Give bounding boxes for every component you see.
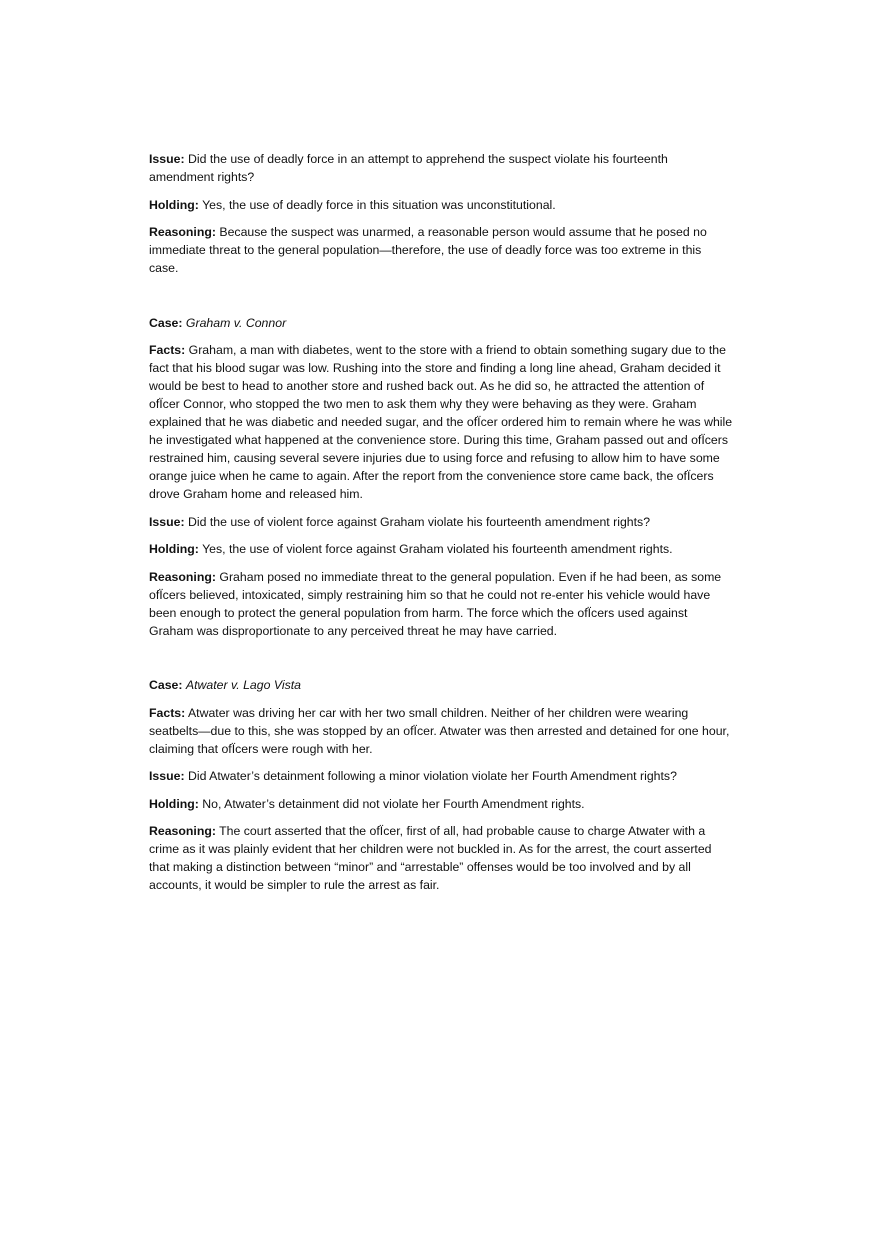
case-label: Case: xyxy=(149,678,183,692)
holding-paragraph xyxy=(149,540,734,558)
case-name: Graham v. Connor xyxy=(185,315,287,330)
issue-label: Issue: xyxy=(149,152,185,166)
reasoning-paragraph xyxy=(149,223,734,277)
issue-paragraph xyxy=(149,767,734,785)
facts-label: Facts: xyxy=(149,705,186,720)
holding-text: Yes, the use of deadly force in this situation was unconstitutional. xyxy=(202,197,556,212)
reasoning-paragraph xyxy=(149,822,734,894)
issue-text: Did the use of deadly force in an attempt to apprehend the suspect violate his fourteenth amendment rights? xyxy=(149,152,668,184)
case-heading xyxy=(149,676,734,694)
case-label: Case: xyxy=(149,315,183,330)
facts-paragraph xyxy=(149,704,734,758)
reasoning-label: Reasoning: xyxy=(149,225,216,239)
case-name: Atwater v. Lago Vista xyxy=(185,678,301,692)
issue-label: Issue: xyxy=(149,514,185,529)
reasoning-text: Because the suspect was unarmed, a reasonable person would assume that he posed no immediate threat to the general population—therefore, the use of deadly force was too extreme in this case. xyxy=(149,225,707,275)
reasoning-label: Reasoning: xyxy=(149,824,216,838)
reasoning-text: The court asserted that the ofÏcer, first of all, had probable cause to charge Atwater with a crime as it was plainly evident that her children were not buckled in. As for the arrest, the court asserted that making a distinction between “minor” and “arrestable” offenses would be too involved and by all accounts, it would be simpler to rule the arrest as fair. xyxy=(149,824,712,892)
issue-text: Did the use of violent force against Graham violate his fourteenth amendment rights? xyxy=(187,514,651,529)
holding-text: No, Atwater’s detainment did not violate her Fourth Amendment rights. xyxy=(202,796,585,811)
document-page xyxy=(149,150,734,904)
holding-text: Yes, the use of violent force against Graham violated his fourteenth amendment rights. xyxy=(202,542,673,556)
holding-label: Holding: xyxy=(149,542,199,556)
holding-paragraph xyxy=(149,196,734,214)
facts-text: Graham, a man with diabetes, went to the store with a friend to obtain something sugary due to the fact that his blood sugar was low. Rushing into the store and finding a long line ahead, Graham decided it would be best to head to another store and rushed back out. As he did so, he attracted the attention of ofÏcer Connor, who stopped the two men to ask them why they were behaving as they were. Graham explained that he was diabetic and needed sugar, and the ofÏcer ordered him to remain where he was while he investigated what happened at the convenience store. During this time, Graham passed out and ofÏcers restrained him, causing several severe injuries due to using force and refusing to allow him to have some orange juice when he came to again. After the report from the convenience store came back, the ofÏcers drove Graham home and released him. xyxy=(149,343,733,501)
facts-text: Atwater was driving her car with her two small children. Neither of her children were wearing seatbelts—due to this, she was stopped by an ofÏcer. Atwater was then arrested and detained for one hour, claiming that ofÏcers were rough with her. xyxy=(149,705,730,756)
section-gap xyxy=(149,649,734,676)
reasoning-label: Reasoning: xyxy=(149,569,216,584)
issue-paragraph xyxy=(149,513,734,531)
reasoning-paragraph xyxy=(149,568,734,640)
holding-label: Holding: xyxy=(149,197,199,212)
facts-paragraph xyxy=(149,341,734,503)
facts-label: Facts: xyxy=(149,343,186,357)
holding-paragraph xyxy=(149,795,734,813)
reasoning-text: Graham posed no immediate threat to the general population. Even if he had been, as some ofÏcers believed, intoxicated, simply restraining him so that he could not re-enter his vehicle would have been enough to protect the general population from harm. The force which the ofÏcers used against Graham was disproportionate to any perceived threat he may have carried. xyxy=(149,569,722,638)
case-heading xyxy=(149,314,734,332)
section-gap xyxy=(149,287,734,314)
issue-paragraph xyxy=(149,150,734,186)
issue-label: Issue: xyxy=(149,769,185,783)
holding-label: Holding: xyxy=(149,796,199,811)
issue-text: Did Atwater’s detainment following a minor violation violate her Fourth Amendment rights? xyxy=(187,769,677,783)
